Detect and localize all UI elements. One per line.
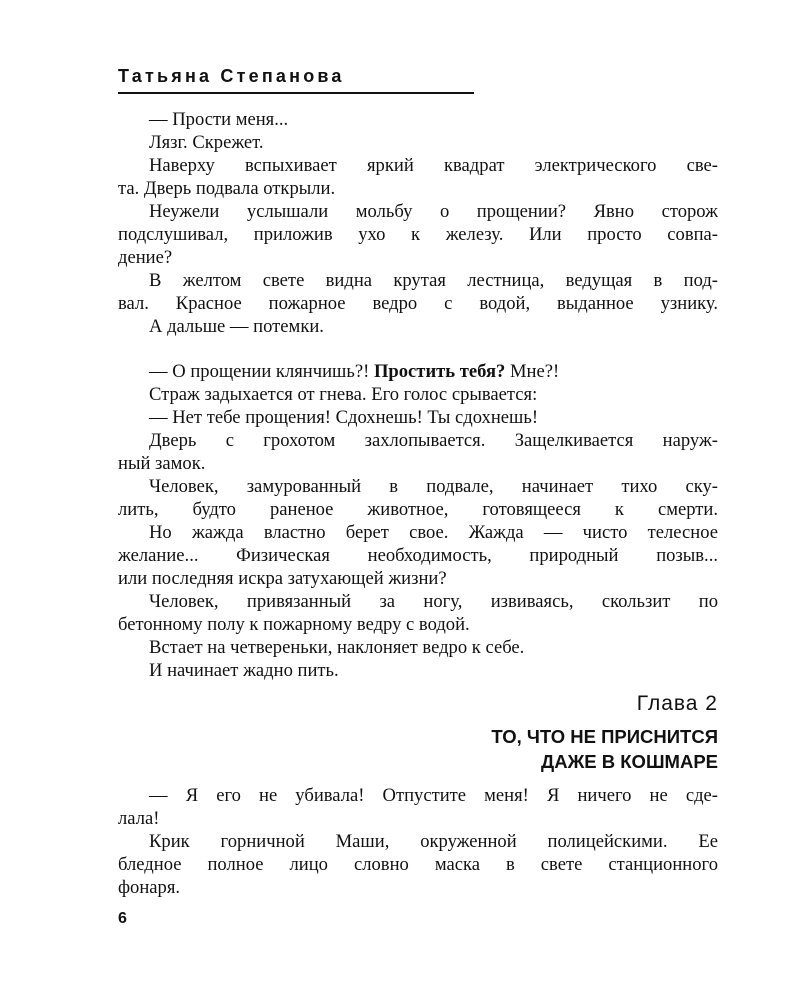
chapter-title-line: ТО, ЧТО НЕ ПРИСНИТСЯ: [491, 726, 718, 747]
text-line: вал. Красное пожарное ведро с водой, выданное узнику.: [118, 293, 718, 314]
text-block-1: [118, 108, 718, 682]
page-number: 6: [118, 910, 127, 927]
text-line: Крик горничной Маши, окруженной полицейскими. Ее: [149, 831, 718, 852]
paragraph-gap: [118, 338, 718, 360]
text-line: та. Дверь подвала открыли.: [118, 178, 336, 199]
text-block-2: [118, 784, 718, 899]
running-header-author: Татьяна Степанова: [118, 66, 345, 86]
text-span: — О прощении клянчишь?!: [149, 361, 374, 382]
text-line-bold: [118, 360, 718, 383]
text-line: фонаря.: [118, 877, 181, 898]
text-line: бетонному полу к пожарному ведру с водой.: [118, 614, 470, 635]
text-line: Человек, замурованный в подвале, начинает тихо ску-: [149, 476, 718, 497]
text-line: Неужели услышали мольбу о прощении? Явно сторож: [149, 201, 718, 222]
text-line: А дальше — потемки.: [149, 316, 324, 337]
chapter-title: [491, 724, 718, 774]
text-line: — Нет тебе прощения! Сдохнешь! Ты сдохнешь!: [149, 407, 539, 428]
text-line: — Прости меня...: [149, 109, 289, 130]
text-line: желание... Физическая необходимость, природный позыв...: [118, 545, 718, 566]
text-line: Лязг. Скрежет.: [149, 132, 264, 153]
text-line: ный замок.: [118, 453, 206, 474]
text-line: или последняя искра затухающей жизни?: [118, 568, 447, 589]
text-line: лала!: [118, 808, 160, 829]
text-line: Но жажда властно берет свое. Жажда — чисто телесное: [149, 522, 718, 543]
bold-phrase: Простить тебя?: [373, 361, 506, 382]
text-line: бледное полное лицо словно маска в свете станционного: [118, 854, 718, 875]
chapter-number: Глава 2: [636, 692, 718, 715]
text-line: — Я его не убивала! Отпустите меня! Я ничего не сде-: [149, 785, 718, 806]
text-line: подслушивал, приложив ухо к железу. Или просто совпа-: [118, 224, 718, 245]
text-span: Мне?!: [505, 361, 560, 382]
text-line: Страж задыхается от гнева. Его голос срывается:: [149, 384, 538, 405]
text-line: Дверь с грохотом захлопывается. Защелкивается наруж-: [149, 430, 718, 451]
chapter-title-line: ДАЖЕ В КОШМАРЕ: [541, 751, 718, 772]
text-line: Встает на четвереньки, наклоняет ведро к себе.: [149, 637, 525, 658]
text-line: дение?: [118, 247, 173, 268]
header-rule: [118, 92, 474, 94]
text-line: Наверху вспыхивает яркий квадрат электрического све-: [149, 155, 718, 176]
text-line: В желтом свете видна крутая лестница, ведущая в под-: [149, 270, 718, 291]
text-line: Человек, привязанный за ногу, извиваясь, скользит по: [149, 591, 718, 612]
text-line: И начинает жадно пить.: [149, 660, 339, 681]
text-line: лить, будто раненое животное, готовящееся к смерти.: [118, 499, 718, 520]
